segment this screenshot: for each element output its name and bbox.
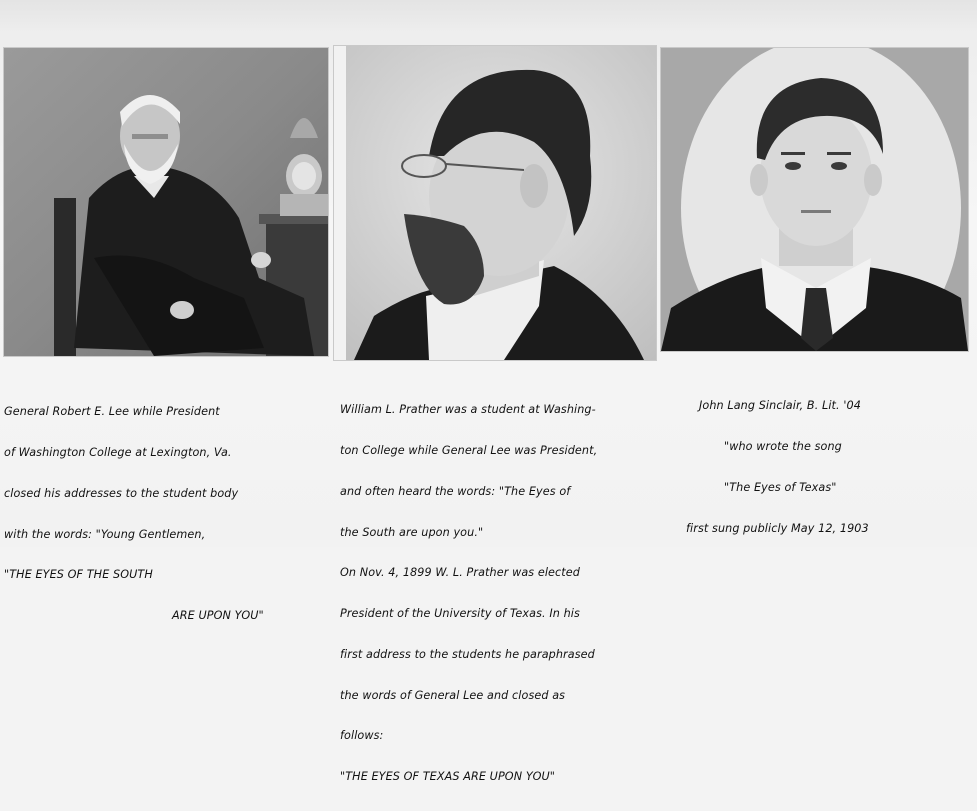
- caption-prather-line-1: William L. Prather was a student at Washing-: [340, 403, 596, 417]
- photo-john-lang-sinclair-image: [661, 48, 968, 351]
- caption-prather-line-5: On Nov. 4, 1899 W. L. Prather was elected: [340, 566, 580, 580]
- photo-robert-e-lee-image: [4, 48, 328, 356]
- photo-william-l-prather-image: [334, 46, 656, 360]
- caption-lee-line-5: "THE EYES OF THE SOUTH: [4, 568, 153, 582]
- caption-prather-line-7: first address to the students he paraphrased: [340, 647, 595, 661]
- caption-lee-line-4: with the words: "Young Gentlemen,: [4, 527, 206, 541]
- caption-prather-line-4: the South are upon you.": [340, 525, 484, 539]
- caption-sinclair-line-3: "The Eyes of Texas": [724, 480, 837, 494]
- caption-prather-line-9: follows:: [340, 729, 384, 743]
- caption-prather-line-2: ton College while General Lee was President,: [340, 443, 598, 457]
- caption-sinclair-line-2: "who wrote the song: [724, 439, 842, 453]
- photo-john-lang-sinclair: [661, 48, 968, 351]
- caption-lee-line-6: ARE UPON YOU": [172, 609, 264, 623]
- caption-john-lang-sinclair: [686, 372, 966, 562]
- page-top-shading: [0, 0, 977, 30]
- caption-sinclair-line-4: first sung publicly May 12, 1903: [686, 521, 869, 535]
- photo-william-l-prather: [334, 46, 656, 360]
- caption-prather-line-8: the words of General Lee and closed as: [340, 688, 566, 702]
- caption-prather-line-10: "THE EYES OF TEXAS ARE UPON YOU": [340, 770, 556, 784]
- caption-prather-line-6: President of the University of Texas. In his: [340, 607, 580, 621]
- caption-robert-e-lee: [4, 378, 334, 650]
- photo-robert-e-lee: [4, 48, 328, 356]
- caption-lee-line-2: of Washington College at Lexington, Va.: [4, 445, 232, 459]
- caption-william-l-prather: [340, 376, 672, 811]
- caption-prather-line-3: and often heard the words: "The Eyes of: [340, 484, 571, 498]
- caption-lee-line-3: closed his addresses to the student body: [4, 486, 239, 500]
- caption-sinclair-line-1: John Lang Sinclair, B. Lit. '04: [699, 399, 861, 413]
- caption-lee-line-1: General Robert E. Lee while President: [4, 405, 220, 419]
